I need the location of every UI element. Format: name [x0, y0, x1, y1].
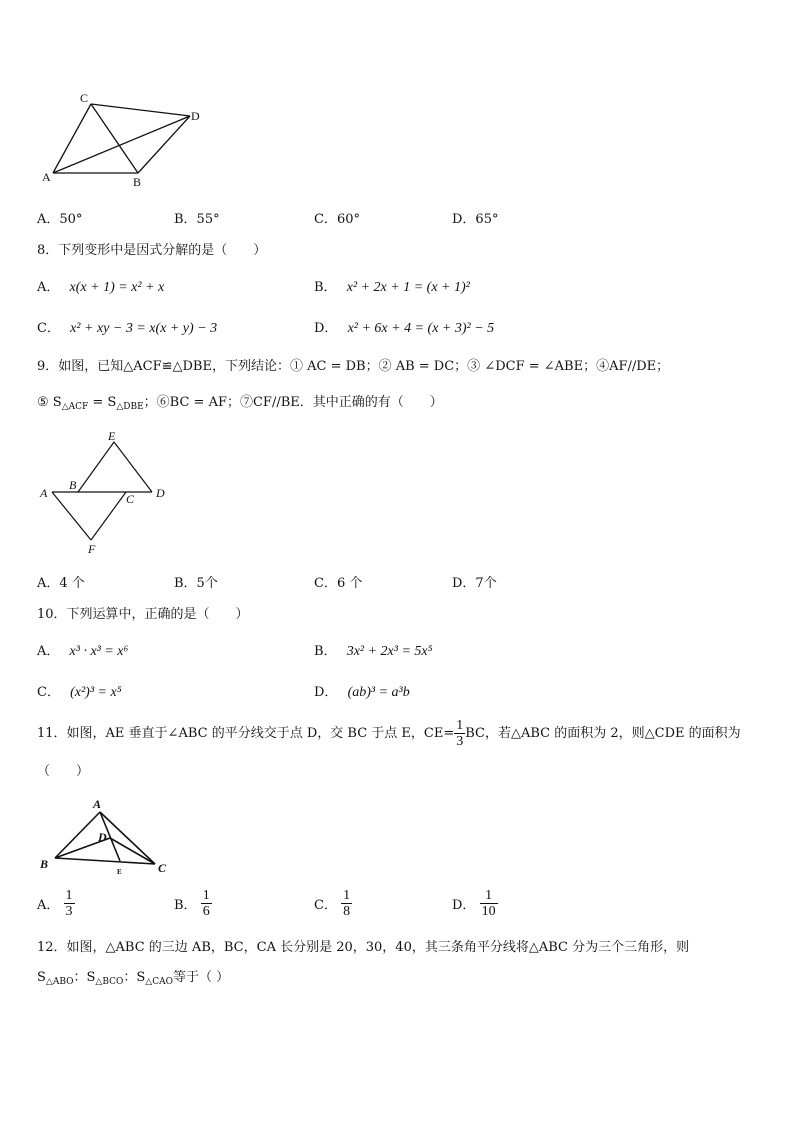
q12-sep2: ：S [123, 970, 146, 985]
q12-stem-line1: 12．如图，△ABC 的三边 AB，BC，CA 长分别是 20，30，40，其三条角平分线将△ABC 分为三个三角形，则 [37, 940, 690, 955]
q7-option-c[interactable]: C．60° [314, 212, 360, 227]
q8-option-d-letter: D． [314, 321, 338, 336]
fig11-label-B: B [40, 857, 49, 871]
q8-option-c-expr: x² + xy − 3 = x(x + y) − 3 [70, 321, 218, 336]
q10-option-a-letter: A． [37, 644, 60, 659]
q11-option-b-fraction: $\frac{1}{6}$ [202, 888, 210, 919]
fig11-label-C: C [158, 861, 167, 875]
q11-option-a[interactable] [37, 888, 75, 919]
q10-option-d-letter: D． [314, 685, 338, 700]
q11-option-b-letter: B． [174, 898, 197, 913]
q12-s1: S [37, 970, 46, 985]
fig7-label-A: A [42, 170, 51, 184]
q10-option-b-expr: 3x² + 2x³ = 5x⁵ [346, 644, 433, 659]
q9-option-c[interactable]: C．6 个 [314, 576, 363, 591]
fig7-label-B: B [133, 175, 142, 189]
q11-option-c-letter: C． [314, 898, 337, 913]
fig9-label-B: B [69, 478, 77, 492]
q9-option-a[interactable]: A．4 个 [37, 576, 85, 591]
q11-stem-b: BC，若△ABC 的面积为 2，则△CDE 的面积为 [465, 726, 741, 741]
fig7-label-D: D [191, 109, 200, 123]
fig9-label-F: F [88, 542, 96, 556]
q11-option-d-fraction: $\frac{1}{10}$ [481, 888, 496, 919]
q11-option-a-letter: A． [37, 898, 60, 913]
q12-stem-line2 [37, 966, 229, 987]
fig7-label-C: C [80, 91, 89, 105]
q9-stem-prefix: ⑤ S [37, 395, 62, 410]
q8-option-a-expr: x(x + 1) = x² + x [69, 280, 165, 295]
q12-sub-cao: △CAO [145, 977, 173, 987]
q9-sub-dbe: △DBE [116, 402, 144, 412]
q12-sub-bco: △BCO [95, 977, 124, 987]
fig11-label-E: E [117, 868, 122, 876]
q9-stem-suffix: ；⑥BC = AF；⑦CF//BE．其中正确的有（ ） [143, 395, 443, 410]
q10-option-a-expr: x³ · x³ = x⁶ [69, 644, 129, 659]
q11-option-d-letter: D． [452, 898, 476, 913]
fig9-label-D: D [156, 486, 165, 500]
q7-option-a[interactable]: A．50° [37, 212, 83, 227]
q9-stem-line1: 9．如图，已知△ACF≌△DBE，下列结论：① AC = DB；② AB = DC；③ ∠DCF = ∠ABE；④AF//DE； [37, 359, 670, 374]
segment-BC [55, 858, 155, 864]
segment-BA [55, 812, 100, 858]
q9-sub-acf: △ACF [61, 402, 89, 412]
q11-option-c[interactable] [314, 888, 352, 919]
q8-stem: 8．下列变形中是因式分解的是（ ） [37, 243, 267, 258]
fig11-label-D: D [98, 830, 107, 844]
q10-option-b-letter: B． [314, 644, 337, 659]
q10-option-d-expr: (ab)³ = a³b [347, 685, 410, 700]
q9-option-b[interactable]: B．5个 [174, 576, 218, 591]
q8-option-d-expr: x² + 6x + 4 = (x + 3)² − 5 [347, 321, 495, 336]
q7-option-b[interactable]: B．55° [174, 212, 220, 227]
fig9-label-E: E [108, 429, 116, 443]
q10-option-c-letter: C． [37, 685, 60, 700]
q9-option-d[interactable]: D．7个 [452, 576, 497, 591]
q8-option-b-letter: B． [314, 280, 337, 295]
q8-option-c-letter: C． [37, 321, 60, 336]
q12-tail: 等于（ ） [172, 970, 230, 985]
q12-sep1: ：S [73, 970, 96, 985]
q11-option-d[interactable] [452, 888, 498, 919]
q8-option-a-letter: A． [37, 280, 60, 295]
fig9-label-A: A [40, 486, 48, 500]
fig11-label-A: A [93, 797, 102, 811]
q11-stem-fraction: $\frac{1}{3}$ [456, 718, 464, 749]
q11-stem-a: 11．如图，AE 垂直于∠ABC 的平分线交于点 D，交 BC 于点 E，CE= [37, 726, 455, 741]
q12-sub-abo: △ABO [45, 977, 74, 987]
q7-option-d[interactable]: D．65° [452, 212, 499, 227]
q11-stem-c: （ ） [37, 764, 90, 779]
q9-stem-eq: = S [88, 395, 117, 410]
q11-option-a-fraction: $\frac{1}{3}$ [65, 888, 73, 919]
q11-option-c-fraction: $\frac{1}{8}$ [343, 888, 351, 919]
q11-option-b[interactable] [174, 888, 212, 919]
q10-option-c-expr: (x²)³ = x⁵ [70, 685, 122, 700]
q10-stem: 10．下列运算中，正确的是（ ） [37, 607, 249, 622]
q8-option-b-expr: x² + 2x + 1 = (x + 1)² [346, 280, 470, 295]
fig9-label-C: C [126, 492, 135, 506]
